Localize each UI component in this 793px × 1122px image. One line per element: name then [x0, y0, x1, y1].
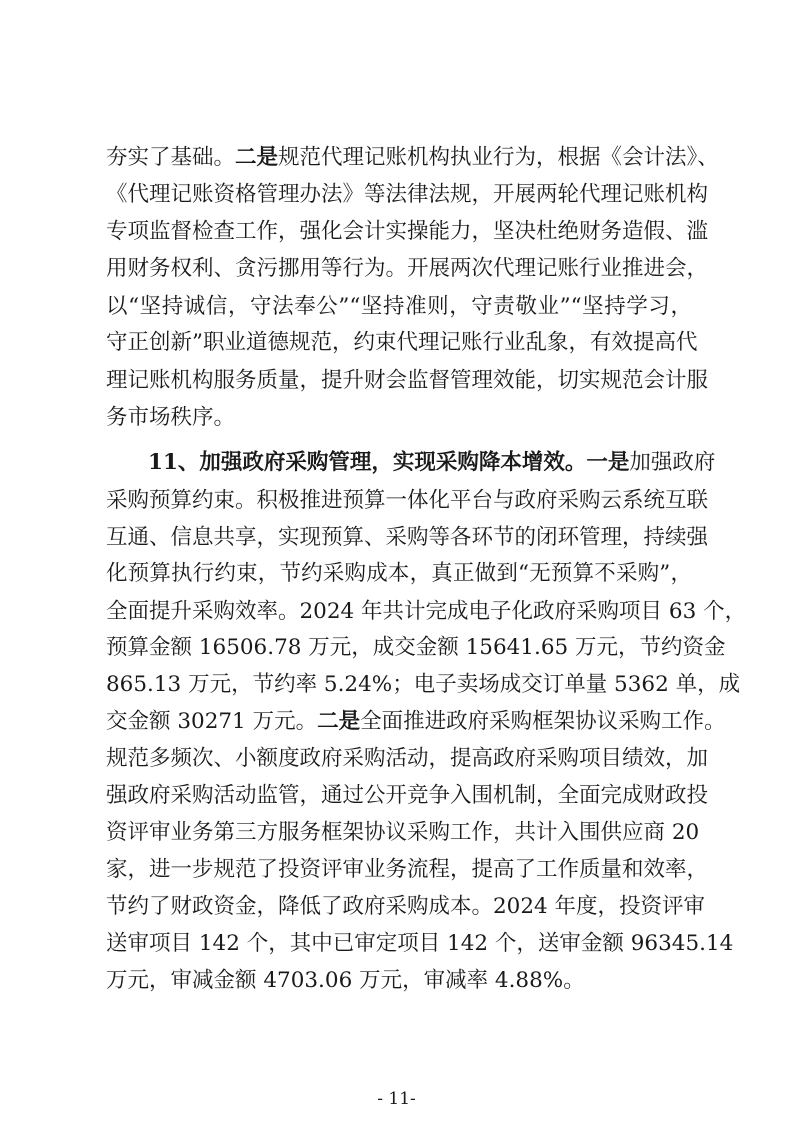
text-run: 资评审业务第三方服务框架协议采购工作，共计入围供应商 20	[106, 820, 700, 845]
text-line	[106, 559, 692, 589]
text-run: 务市场秩序。	[106, 405, 236, 430]
text-run: 化预算执行约束，节约采购成本，真正做到“无预算不采购”，	[106, 561, 692, 586]
text-run: 加强政府	[629, 450, 716, 475]
page-number: - 11-	[377, 1089, 416, 1109]
text-run: 交金额 30271 万元。	[106, 709, 318, 734]
text-run: 夯实了基础。	[106, 145, 236, 170]
text-line	[106, 292, 692, 322]
text-line	[106, 855, 709, 885]
bold-text-run: 二是	[235, 145, 279, 170]
text-line	[106, 143, 719, 173]
text-run: 节约了财政资金，降低了政府采购成本。2024 年度，投资评审	[106, 894, 706, 919]
text-line	[106, 523, 709, 553]
text-run: 强政府采购活动监管，通过公开竞争入围机制，全面完成财政投	[106, 783, 709, 808]
text-run: 采购预算约束。积极推进预算一体化平台与政府采购云系统互联	[106, 488, 709, 513]
text-line	[106, 707, 726, 737]
text-line	[148, 448, 716, 478]
text-line	[106, 328, 698, 358]
text-run: 守正创新”职业道德规范，约束代理记账行业乱象，有效提高代	[106, 330, 698, 355]
text-run: 送审项目 142 个，其中已审定项目 142 个，送审金额 96345.14	[106, 931, 734, 956]
text-run: 家，进一步规范了投资评审业务流程，提高了工作质量和效率，	[106, 857, 709, 882]
text-line	[106, 403, 692, 433]
text-line	[106, 818, 700, 848]
text-line	[106, 744, 709, 774]
text-run: 规范多频次、小额度政府采购活动，提高政府采购项目绩效，加	[106, 746, 709, 771]
text-run: 以“坚持诚信，守法奉公”“坚持准则，守责敬业”“坚持学习，	[106, 294, 692, 319]
text-run: 预算金额 16506.78 万元，成交金额 15641.65 万元，节约资金	[106, 635, 726, 660]
text-line	[106, 781, 709, 811]
text-line	[106, 180, 709, 210]
text-line	[106, 217, 709, 247]
text-line	[106, 366, 709, 396]
text-run: 全面提升采购效率。2024 年共计完成电子化政府采购项目 63 个，	[106, 599, 747, 624]
text-line	[106, 892, 706, 922]
bold-text-run: 11、加强政府采购管理，实现采购降本增效。一是	[148, 450, 630, 475]
text-run: 专项监督检查工作，强化会计实操能力，坚决杜绝财务造假、滥	[106, 219, 709, 244]
text-run: 规范代理记账机构执业行为，根据《会计法》、	[278, 145, 719, 170]
text-line	[106, 929, 734, 959]
text-line	[106, 966, 692, 996]
text-run: 全面推进政府采购框架协议采购工作。	[360, 709, 726, 734]
bold-text-run: 二是	[317, 709, 361, 734]
text-line	[106, 633, 726, 663]
text-run: 互通、信息共享，实现预算、采购等各环节的闭环管理，持续强	[106, 525, 709, 550]
text-run: 865.13 万元，节约率 5.24%；电子卖场成交订单量 5362 单，成	[106, 672, 741, 697]
text-line	[106, 670, 741, 700]
text-run: 理记账机构服务质量，提升财会监督管理效能，切实规范会计服	[106, 368, 709, 393]
text-line	[106, 254, 709, 284]
text-run: 万元，审减金额 4703.06 万元，审减率 4.88%。	[106, 968, 585, 993]
text-run: 《代理记账资格管理办法》等法律法规，开展两轮代理记账机构	[106, 182, 709, 207]
text-line	[106, 486, 709, 516]
text-line	[106, 597, 747, 627]
text-run: 用财务权利、贪污挪用等行为。开展两次代理记账行业推进会，	[106, 256, 709, 281]
